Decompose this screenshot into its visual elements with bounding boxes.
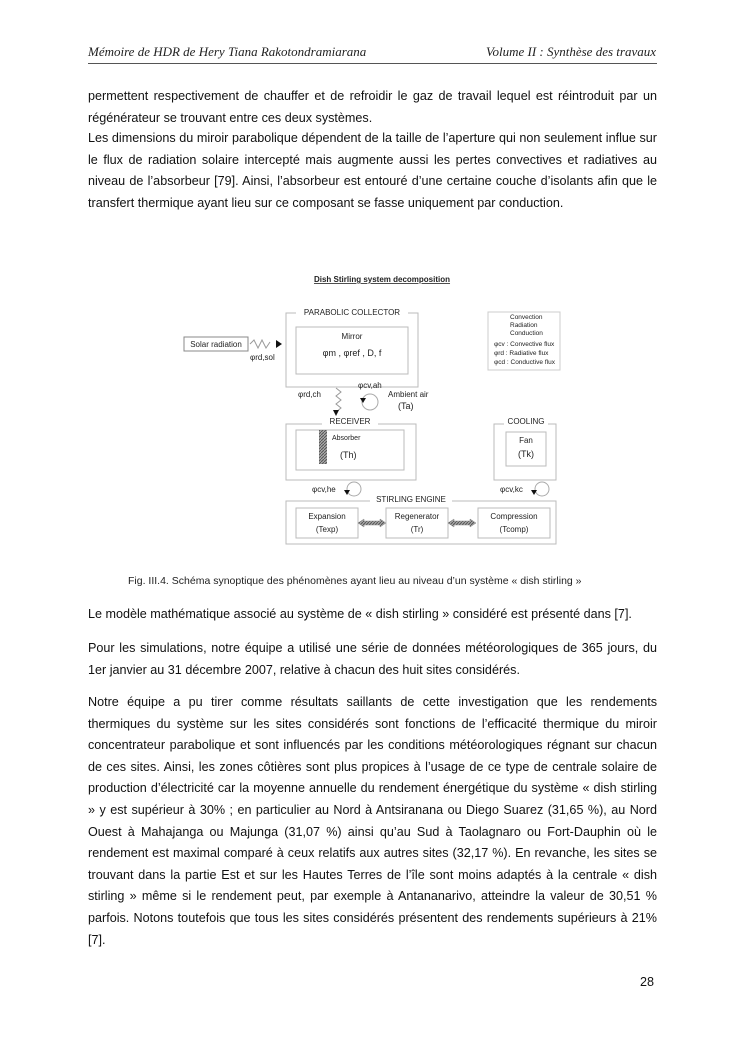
svg-text:Ambient air: Ambient air [388,390,429,399]
svg-text:(Th): (Th) [340,450,357,460]
svg-text:Mirror: Mirror [341,332,363,341]
header-volume: Volume II : Synthèse des travaux [485,44,656,59]
svg-text:STIRLING ENGINE: STIRLING ENGINE [376,495,446,504]
paragraph: Les dimensions du miroir parabolique dépendent de la taille de l’aperture qui non seulement influe sur le flux de radiation solaire intercepté mais augmente aussi les pertes convectives et radiatives au niveau de l’absorbeur [79]. Ainsi, l’absorbeur est entouré d’une certaine couche d’isolants afin que le transfert thermique ayant lieu sur ce composant se fasse uniquement par conduction. [88,131,657,210]
header-author: Mémoire de HDR de Hery Tiana Rakotondramiarana [88,44,367,59]
svg-text:Radiation: Radiation [510,322,538,329]
svg-text:φcv,ah: φcv,ah [358,381,382,390]
svg-text:φrd,sol: φrd,sol [250,353,275,362]
svg-text:(Tcomp): (Tcomp) [499,525,529,534]
svg-text:Regenerator: Regenerator [394,512,440,521]
svg-text:(Ta): (Ta) [398,401,414,411]
solar-radiation-label: Solar radiation [190,340,242,349]
page-number: 28 [640,975,655,989]
svg-text:Fan: Fan [519,436,533,445]
svg-text:Compression: Compression [490,512,538,521]
diagram-title: Dish Stirling system decomposition [313,275,451,284]
svg-text:(Tr): (Tr) [410,525,424,534]
svg-text:Convection: Convection [510,314,543,321]
svg-text:Conduction: Conduction [510,330,543,337]
svg-text:φcv,kc: φcv,kc [500,485,523,494]
svg-text:(Tk): (Tk) [518,449,534,459]
paragraph: Pour les simulations, notre équipe a utilisé une série de données météorologiques de 365 jours, du 1er janvier au 31 décembre 2007, relative à chacun des huit sites considérés. [88,641,657,677]
paragraph: Notre équipe a pu tirer comme résultats saillants de cette investigation que les rendements thermiques du système sur les sites considérés sont fonctions de l’efficacité thermique du miroir concentrateur parabolique et sont influencés par les conditions météorologiques régnant sur chacun de ces sites. Ainsi, les zones côtières sont plus propices à l’usage de ce type de centrale solaire de production d’électricité car la moyenne annuelle du rendement énergétique du système « dish stirling » y est supérieur à 30% ; en particulier au Nord à Antsiranana ou Diego Suarez (31,65 %), au Nord Ouest à Mahajanga ou Majunga (31,07 %) ainsi qu’au Sud à Taolagnaro ou Fort-Dauphin où le rendement est maximal comparé à ceux relatifs aux autres sites (32,17 %). En revanche, les sites se trouvant dans la partie Est et sur les Hautes Terres de l’île sont moins adaptés à la centrale « dish stirling » même si le rendement peut, par exemple à Antananarivo, atteindre la valeur de 30,51 % parfois. Notons toutefois que tous les sites considérés présentent des rendements supérieurs à 21% [7]. [88,695,657,947]
paragraph: Le modèle mathématique associé au système de « dish stirling » considéré est présenté dans [7]. [88,607,632,621]
paragraph: permettent respectivement de chauffer et de refroidir le gaz de travail lequel est réintroduit par un régénérateur se trouvant entre ces deux systèmes. [88,89,657,125]
svg-text:COOLING: COOLING [507,417,545,426]
svg-text:φrd,ch: φrd,ch [298,390,321,399]
svg-text:φm , φref , D, f: φm , φref , D, f [322,348,382,358]
svg-text:φcd : Conductive flux: φcd : Conductive flux [494,359,555,366]
svg-text:(Texp): (Texp) [315,525,339,534]
svg-text:φrd : Radiative flux: φrd : Radiative flux [494,350,549,357]
svg-text:Expansion: Expansion [308,512,346,521]
svg-text:RECEIVER: RECEIVER [329,417,371,426]
svg-text:PARABOLIC COLLECTOR: PARABOLIC COLLECTOR [303,308,401,317]
svg-text:φcv : Convective flux: φcv : Convective flux [494,341,555,348]
arrow-icon [276,340,282,348]
svg-text:Absorber: Absorber [332,435,361,442]
svg-text:φcv,he: φcv,he [312,485,336,494]
figure-caption: Fig. III.4. Schéma synoptique des phénomènes ayant lieu au niveau d’un système « dish stirling » [128,575,582,587]
